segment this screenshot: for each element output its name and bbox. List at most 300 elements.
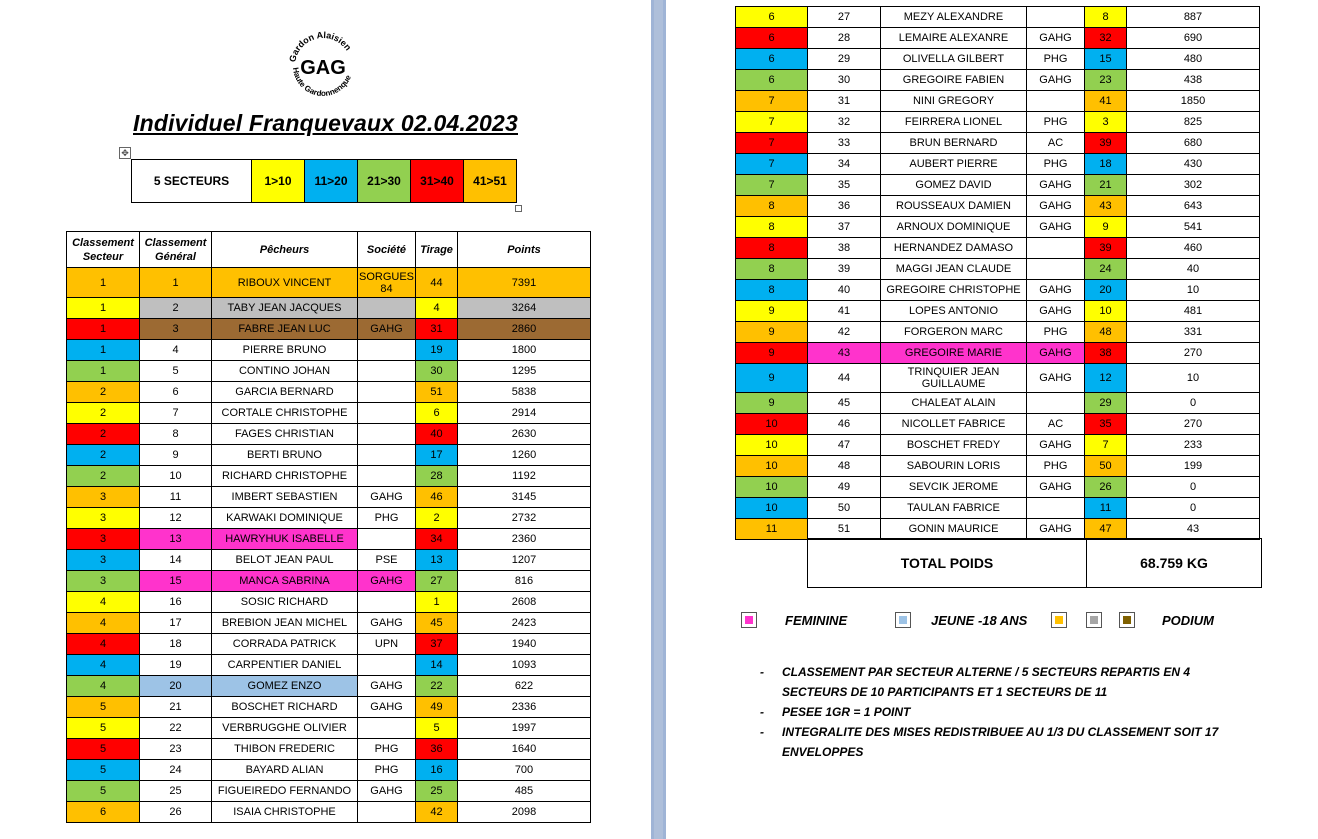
cell-classement-secteur: 2	[67, 445, 140, 466]
cell-pecheur: FORGERON MARC	[881, 322, 1027, 343]
cell-tirage: 1	[416, 592, 458, 613]
cell-societe	[358, 424, 416, 445]
cell-classement-secteur: 3	[67, 529, 140, 550]
table-row	[736, 477, 1260, 498]
table-row	[736, 7, 1260, 28]
cell-classement-secteur: 11	[736, 519, 808, 540]
cell-points: 10	[1127, 280, 1260, 301]
cell-pecheur: NINI GREGORY	[881, 91, 1027, 112]
cell-societe: GAHG	[358, 697, 416, 718]
sector-range-1: 1>10	[252, 160, 305, 203]
cell-societe	[1027, 91, 1085, 112]
legend-bronze-swatch	[1119, 612, 1135, 628]
cell-pecheur: BELOT JEAN PAUL	[212, 550, 358, 571]
cell-classement-general: 19	[140, 655, 212, 676]
table-row	[67, 319, 591, 340]
note-item: - CLASSEMENT PAR SECTEUR ALTERNE / 5 SECTEURS REPARTIS EN 4 SECTEURS DE 10 PARTICIPANTS ET 1 SECTEURS DE 11	[760, 662, 1240, 702]
table-row	[67, 403, 591, 424]
cell-pecheur: CHALEAT ALAIN	[881, 393, 1027, 414]
cell-classement-secteur: 3	[67, 571, 140, 592]
cell-pecheur: BOSCHET RICHARD	[212, 697, 358, 718]
cell-classement-secteur: 1	[67, 361, 140, 382]
cell-classement-general: 22	[140, 718, 212, 739]
legend-podium-label: PODIUM	[1162, 613, 1214, 628]
cell-classement-general: 20	[140, 676, 212, 697]
results-table-right	[735, 6, 1260, 540]
cell-points: 643	[1127, 196, 1260, 217]
cell-points: 1295	[458, 361, 591, 382]
cell-tirage: 7	[1085, 435, 1127, 456]
cell-points: 480	[1127, 49, 1260, 70]
cell-societe	[358, 655, 416, 676]
header-pecheurs: Pêcheurs	[212, 232, 358, 268]
cell-pecheur: SEVCIK JEROME	[881, 477, 1027, 498]
table-row	[67, 634, 591, 655]
legend-feminine-swatch	[741, 612, 757, 628]
cell-classement-secteur: 5	[67, 718, 140, 739]
cell-pecheur: TRINQUIER JEAN GUILLAUME	[881, 364, 1027, 393]
total-table	[807, 538, 1262, 588]
cell-classement-secteur: 4	[67, 592, 140, 613]
table-row	[67, 424, 591, 445]
cell-pecheur: HERNANDEZ DAMASO	[881, 238, 1027, 259]
logo-center: GAG	[300, 57, 346, 79]
cell-pecheur: FEIRRERA LIONEL	[881, 112, 1027, 133]
cell-societe: GAHG	[1027, 435, 1085, 456]
cell-tirage: 24	[1085, 259, 1127, 280]
page-title: Individuel Franquevaux 02.04.2023	[133, 110, 518, 136]
cell-tirage: 40	[416, 424, 458, 445]
cell-tirage: 45	[416, 613, 458, 634]
cell-classement-general: 27	[808, 7, 881, 28]
cell-societe: GAHG	[1027, 343, 1085, 364]
cell-points: 233	[1127, 435, 1260, 456]
cell-tirage: 28	[416, 466, 458, 487]
cell-classement-general: 2	[140, 298, 212, 319]
sector-range-3: 21>30	[358, 160, 411, 203]
cell-classement-general: 6	[140, 382, 212, 403]
cell-classement-general: 18	[140, 634, 212, 655]
cell-pecheur: GONIN MAURICE	[881, 519, 1027, 540]
cell-classement-secteur: 10	[736, 456, 808, 477]
cell-tirage: 22	[416, 676, 458, 697]
legend-feminine-label: FEMININE	[785, 613, 848, 628]
cell-pecheur: ISAIA CHRISTOPHE	[212, 802, 358, 823]
cell-societe: PHG	[358, 739, 416, 760]
cell-tirage: 42	[416, 802, 458, 823]
cell-pecheur: ROUSSEAUX DAMIEN	[881, 196, 1027, 217]
cell-classement-general: 3	[140, 319, 212, 340]
table-row	[67, 571, 591, 592]
legend-gold-swatch	[1051, 612, 1067, 628]
cell-societe	[1027, 393, 1085, 414]
cell-classement-general: 37	[808, 217, 881, 238]
header-classement-general: Classement Général	[140, 232, 212, 268]
table-row	[67, 550, 591, 571]
cell-classement-general: 32	[808, 112, 881, 133]
table-row	[736, 414, 1260, 435]
cell-societe: GAHG	[358, 613, 416, 634]
cell-pecheur: MANCA SABRINA	[212, 571, 358, 592]
cell-classement-secteur: 9	[736, 301, 808, 322]
cell-classement-general: 36	[808, 196, 881, 217]
table-row	[736, 70, 1260, 91]
cell-societe: GAHG	[1027, 364, 1085, 393]
cell-tirage: 25	[416, 781, 458, 802]
cell-points: 2860	[458, 319, 591, 340]
cell-classement-secteur: 4	[67, 655, 140, 676]
cell-classement-secteur: 9	[736, 364, 808, 393]
table-row	[67, 613, 591, 634]
cell-classement-secteur: 1	[67, 298, 140, 319]
table-row	[736, 301, 1260, 322]
cell-classement-secteur: 2	[67, 466, 140, 487]
cell-classement-secteur: 7	[736, 112, 808, 133]
cell-classement-secteur: 6	[736, 28, 808, 49]
legend-silver-swatch	[1086, 612, 1102, 628]
cell-classement-secteur: 10	[736, 477, 808, 498]
cell-points: 2360	[458, 529, 591, 550]
results-table-left	[66, 231, 591, 823]
table-row	[736, 49, 1260, 70]
table-row	[67, 676, 591, 697]
cell-points: 816	[458, 571, 591, 592]
cell-points: 700	[458, 760, 591, 781]
gag-logo	[285, 28, 361, 104]
cell-societe: GAHG	[1027, 519, 1085, 540]
cell-pecheur: SOSIC RICHARD	[212, 592, 358, 613]
cell-classement-secteur: 8	[736, 280, 808, 301]
cell-pecheur: BREBION JEAN MICHEL	[212, 613, 358, 634]
cell-points: 622	[458, 676, 591, 697]
cell-societe: GAHG	[1027, 280, 1085, 301]
cell-classement-secteur: 6	[736, 70, 808, 91]
cell-classement-general: 26	[140, 802, 212, 823]
cell-societe	[358, 592, 416, 613]
cell-classement-secteur: 4	[67, 676, 140, 697]
cell-points: 2608	[458, 592, 591, 613]
cell-pecheur: LEMAIRE ALEXANRE	[881, 28, 1027, 49]
cell-tirage: 10	[1085, 301, 1127, 322]
cell-tirage: 13	[416, 550, 458, 571]
cell-pecheur: BRUN BERNARD	[881, 133, 1027, 154]
cell-pecheur: LOPES ANTONIO	[881, 301, 1027, 322]
cell-societe: GAHG	[358, 487, 416, 508]
table-row	[736, 196, 1260, 217]
cell-tirage: 41	[1085, 91, 1127, 112]
cell-points: 1093	[458, 655, 591, 676]
cell-societe: GAHG	[358, 319, 416, 340]
cell-tirage: 16	[416, 760, 458, 781]
sector-range-4: 31>40	[411, 160, 464, 203]
cell-societe: GAHG	[1027, 477, 1085, 498]
cell-classement-general: 35	[808, 175, 881, 196]
cell-classement-general: 5	[140, 361, 212, 382]
cell-points: 887	[1127, 7, 1260, 28]
cell-societe	[358, 382, 416, 403]
cell-points: 43	[1127, 519, 1260, 540]
cell-points: 199	[1127, 456, 1260, 477]
cell-societe	[1027, 259, 1085, 280]
table-row	[736, 28, 1260, 49]
cell-classement-secteur: 5	[67, 697, 140, 718]
cell-pecheur: CARPENTIER DANIEL	[212, 655, 358, 676]
sector-range-5: 41>51	[464, 160, 517, 203]
notes-list	[760, 662, 1240, 762]
cell-points: 2732	[458, 508, 591, 529]
cell-pecheur: BOSCHET FREDY	[881, 435, 1027, 456]
cell-classement-secteur: 8	[736, 259, 808, 280]
sectors-label: 5 SECTEURS	[132, 160, 252, 203]
cell-classement-secteur: 2	[67, 424, 140, 445]
page-gap	[651, 0, 666, 839]
cell-classement-general: 45	[808, 393, 881, 414]
table-row	[67, 739, 591, 760]
cell-tirage: 5	[416, 718, 458, 739]
cell-pecheur: NICOLLET FABRICE	[881, 414, 1027, 435]
table-row	[736, 456, 1260, 477]
table-row	[67, 298, 591, 319]
cell-points: 0	[1127, 498, 1260, 519]
table-row	[67, 760, 591, 781]
cell-pecheur: TAULAN FABRICE	[881, 498, 1027, 519]
cell-points: 40	[1127, 259, 1260, 280]
cell-classement-secteur: 1	[67, 268, 140, 298]
cell-societe: PHG	[358, 760, 416, 781]
cell-classement-general: 41	[808, 301, 881, 322]
cell-tirage: 9	[1085, 217, 1127, 238]
cell-points: 481	[1127, 301, 1260, 322]
cell-points: 7391	[458, 268, 591, 298]
cell-classement-general: 38	[808, 238, 881, 259]
cell-classement-secteur: 4	[67, 613, 140, 634]
cell-classement-secteur: 5	[67, 760, 140, 781]
cell-tirage: 34	[416, 529, 458, 550]
table-row	[736, 364, 1260, 393]
cell-points: 10	[1127, 364, 1260, 393]
cell-points: 2423	[458, 613, 591, 634]
cell-tirage: 29	[1085, 393, 1127, 414]
table-resize-handle[interactable]	[515, 205, 522, 212]
cell-classement-secteur: 10	[736, 435, 808, 456]
cell-classement-secteur: 8	[736, 217, 808, 238]
cell-points: 5838	[458, 382, 591, 403]
cell-tirage: 8	[1085, 7, 1127, 28]
cell-societe: GAHG	[1027, 217, 1085, 238]
cell-pecheur: OLIVELLA GILBERT	[881, 49, 1027, 70]
cell-classement-general: 33	[808, 133, 881, 154]
cell-classement-secteur: 8	[736, 238, 808, 259]
cell-points: 3145	[458, 487, 591, 508]
cell-points: 2914	[458, 403, 591, 424]
cell-societe	[358, 340, 416, 361]
cell-pecheur: TABY JEAN JACQUES	[212, 298, 358, 319]
cell-classement-secteur: 1	[67, 319, 140, 340]
cell-classement-general: 7	[140, 403, 212, 424]
cell-classement-general: 47	[808, 435, 881, 456]
cell-points: 3264	[458, 298, 591, 319]
table-row	[67, 466, 591, 487]
cell-classement-general: 49	[808, 477, 881, 498]
cell-classement-general: 9	[140, 445, 212, 466]
cell-classement-general: 4	[140, 340, 212, 361]
cell-pecheur: BAYARD ALIAN	[212, 760, 358, 781]
cell-societe	[358, 529, 416, 550]
cell-pecheur: IMBERT SEBASTIEN	[212, 487, 358, 508]
cell-tirage: 6	[416, 403, 458, 424]
cell-tirage: 39	[1085, 133, 1127, 154]
cell-points: 460	[1127, 238, 1260, 259]
table-row	[67, 340, 591, 361]
cell-tirage: 49	[416, 697, 458, 718]
cell-classement-secteur: 1	[67, 340, 140, 361]
cell-points: 825	[1127, 112, 1260, 133]
cell-tirage: 46	[416, 487, 458, 508]
cell-pecheur: RIBOUX VINCENT	[212, 268, 358, 298]
cell-classement-general: 17	[140, 613, 212, 634]
cell-classement-general: 39	[808, 259, 881, 280]
cell-classement-general: 8	[140, 424, 212, 445]
cell-points: 430	[1127, 154, 1260, 175]
cell-points: 680	[1127, 133, 1260, 154]
cell-points: 1640	[458, 739, 591, 760]
table-row	[67, 655, 591, 676]
cell-pecheur: MAGGI JEAN CLAUDE	[881, 259, 1027, 280]
cell-points: 541	[1127, 217, 1260, 238]
cell-classement-general: 29	[808, 49, 881, 70]
cell-tirage: 44	[416, 268, 458, 298]
cell-pecheur: MEZY ALEXANDRE	[881, 7, 1027, 28]
cell-pecheur: GREGOIRE CHRISTOPHE	[881, 280, 1027, 301]
legend-jeune-swatch	[895, 612, 911, 628]
cell-tirage: 48	[1085, 322, 1127, 343]
cell-classement-secteur: 4	[67, 634, 140, 655]
cell-classement-general: 48	[808, 456, 881, 477]
cell-points: 270	[1127, 343, 1260, 364]
table-row	[67, 445, 591, 466]
table-row	[736, 217, 1260, 238]
cell-classement-general: 13	[140, 529, 212, 550]
cell-classement-secteur: 2	[67, 403, 140, 424]
table-row	[67, 802, 591, 823]
cell-classement-secteur: 3	[67, 508, 140, 529]
cell-classement-general: 43	[808, 343, 881, 364]
header-classement-secteur: Classement Secteur	[67, 232, 140, 268]
cell-tirage: 51	[416, 382, 458, 403]
cell-points: 0	[1127, 393, 1260, 414]
cell-societe: GAHG	[1027, 301, 1085, 322]
page-left	[0, 0, 651, 839]
cell-tirage: 23	[1085, 70, 1127, 91]
cell-classement-general: 23	[140, 739, 212, 760]
cell-classement-general: 15	[140, 571, 212, 592]
cell-classement-general: 21	[140, 697, 212, 718]
cell-pecheur: GOMEZ ENZO	[212, 676, 358, 697]
cell-societe: PHG	[1027, 112, 1085, 133]
cell-pecheur: ARNOUX DOMINIQUE	[881, 217, 1027, 238]
cell-tirage: 39	[1085, 238, 1127, 259]
table-move-handle-icon[interactable]: ✥	[119, 147, 131, 159]
cell-tirage: 38	[1085, 343, 1127, 364]
cell-classement-general: 30	[808, 70, 881, 91]
cell-classement-general: 44	[808, 364, 881, 393]
header-tirage: Tirage	[416, 232, 458, 268]
cell-pecheur: CORTALE CHRISTOPHE	[212, 403, 358, 424]
table-row	[736, 498, 1260, 519]
cell-societe	[358, 802, 416, 823]
cell-classement-general: 50	[808, 498, 881, 519]
total-value: 68.759 KG	[1087, 539, 1262, 588]
header-points: Points	[458, 232, 591, 268]
cell-classement-secteur: 7	[736, 154, 808, 175]
cell-classement-general: 31	[808, 91, 881, 112]
sector-range-2: 11>20	[305, 160, 358, 203]
cell-pecheur: VERBRUGGHE OLIVIER	[212, 718, 358, 739]
table-row	[736, 393, 1260, 414]
cell-pecheur: GOMEZ DAVID	[881, 175, 1027, 196]
cell-classement-secteur: 9	[736, 343, 808, 364]
cell-pecheur: THIBON FREDERIC	[212, 739, 358, 760]
logo-text-bottom: Haute Gardonnenque	[290, 66, 353, 99]
cell-societe: AC	[1027, 414, 1085, 435]
cell-societe: PHG	[358, 508, 416, 529]
cell-societe: PHG	[1027, 456, 1085, 477]
cell-points: 690	[1127, 28, 1260, 49]
table-row	[67, 382, 591, 403]
cell-classement-general: 16	[140, 592, 212, 613]
cell-tirage: 47	[1085, 519, 1127, 540]
cell-points: 2630	[458, 424, 591, 445]
cell-classement-general: 12	[140, 508, 212, 529]
cell-classement-secteur: 10	[736, 498, 808, 519]
table-row	[736, 175, 1260, 196]
cell-societe	[358, 298, 416, 319]
cell-pecheur: RICHARD CHRISTOPHE	[212, 466, 358, 487]
cell-classement-secteur: 7	[736, 175, 808, 196]
cell-societe: PHG	[1027, 49, 1085, 70]
cell-classement-general: 25	[140, 781, 212, 802]
cell-pecheur: BERTI BRUNO	[212, 445, 358, 466]
cell-points: 1192	[458, 466, 591, 487]
cell-societe	[358, 466, 416, 487]
cell-societe: GAHG	[358, 676, 416, 697]
cell-classement-secteur: 5	[67, 739, 140, 760]
cell-points: 2098	[458, 802, 591, 823]
table-row	[67, 718, 591, 739]
cell-tirage: 26	[1085, 477, 1127, 498]
note-item: - PESEE 1GR = 1 POINT	[760, 702, 1240, 722]
cell-pecheur: GARCIA BERNARD	[212, 382, 358, 403]
cell-societe	[1027, 238, 1085, 259]
cell-pecheur: CONTINO JOHAN	[212, 361, 358, 382]
cell-tirage: 19	[416, 340, 458, 361]
cell-classement-secteur: 8	[736, 196, 808, 217]
cell-tirage: 31	[416, 319, 458, 340]
cell-classement-secteur: 9	[736, 322, 808, 343]
cell-classement-general: 46	[808, 414, 881, 435]
header-societe: Société	[358, 232, 416, 268]
cell-pecheur: FABRE JEAN LUC	[212, 319, 358, 340]
cell-tirage: 43	[1085, 196, 1127, 217]
cell-societe: GAHG	[358, 781, 416, 802]
cell-societe: GAHG	[1027, 28, 1085, 49]
cell-classement-general: 51	[808, 519, 881, 540]
table-row	[736, 435, 1260, 456]
cell-pecheur: KARWAKI DOMINIQUE	[212, 508, 358, 529]
table-row	[736, 154, 1260, 175]
cell-societe: PHG	[1027, 322, 1085, 343]
cell-pecheur: CORRADA PATRICK	[212, 634, 358, 655]
